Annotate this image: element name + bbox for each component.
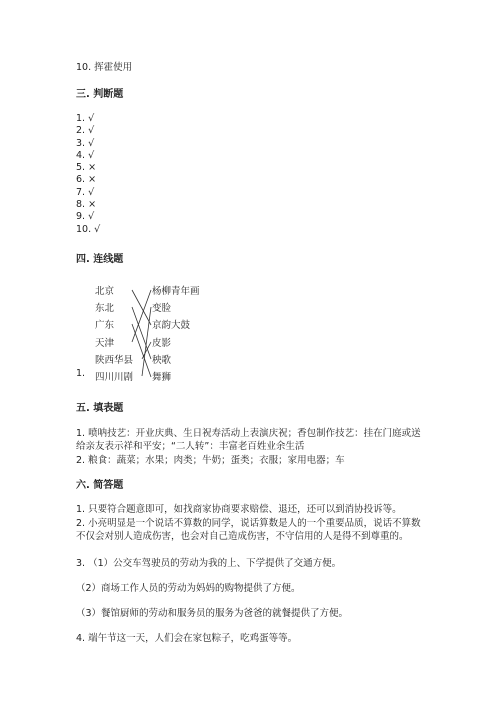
section-3-title: 三. 判断题	[76, 89, 124, 100]
fill-table-answer-2: 2. 粮食：蔬菜；水果；肉类；牛奶；蛋类；衣服；家用电器；车	[76, 455, 345, 466]
left-label-tianjin: 天津	[95, 338, 115, 349]
short-answer-2: 2. 小亮明显是一个说话不算数的同学，说话算数是人的一个重要品质，说话不算数不仅会对别人造成伤害，也会对自己造成伤害，不守信用的人是得不到尊重的。	[76, 518, 421, 543]
right-label-yangge: 秧歌	[152, 355, 172, 366]
matching-item-number: 1.	[76, 368, 86, 379]
judgement-answer: 3. √	[76, 137, 95, 149]
judgement-answer: 1. √	[76, 113, 95, 124]
right-label-bianlian: 变脸	[152, 303, 172, 314]
answer-item-10-prev: 10. 挥霍使用	[76, 62, 133, 73]
left-label-dongbei: 东北	[95, 303, 115, 314]
section-5-title: 五. 填表题	[76, 403, 124, 414]
right-label-piying: 皮影	[152, 338, 172, 349]
judgement-answer: 4. √	[76, 149, 95, 161]
short-answer-4: 4. 端午节这一天，人们会在家包粽子，吃鸡蛋等等。	[76, 633, 298, 644]
left-label-sichuan-opera: 四川川剧	[95, 372, 134, 383]
judgement-answer: 5. ×	[76, 162, 97, 174]
short-answer-3-2: （2）商场工作人员的劳动为妈妈的购物提供了方便。	[76, 583, 301, 594]
section-4-title: 四. 连线题	[76, 254, 124, 265]
judgement-answer: 10. √	[76, 223, 101, 235]
judgement-answer: 7. √	[76, 186, 95, 198]
judgement-answer: 8. ×	[76, 199, 97, 211]
match-line	[132, 290, 151, 342]
right-label-yangliuqing: 杨柳青年画	[152, 286, 200, 297]
fill-table-answer-1: 1. 喷呐技艺：开业庆典、生日祝寿活动上表演庆祝；香包制作技艺：挂在门庭或送给亲友表示祥和平安；“二人转”：丰富老百姓业余生活	[76, 428, 421, 453]
judgement-answer: 2. √	[76, 125, 95, 137]
left-label-shaanxi-huaxian: 陕西华县	[95, 355, 134, 366]
judgement-answer: 6. ×	[76, 174, 97, 186]
short-answer-3-3: （3）餐馆厨师的劳动和服务员的服务为爸爸的就餐提供了方便。	[76, 608, 349, 619]
judgement-answer: 9. √	[76, 211, 95, 223]
right-label-jingyun: 京韵大鼓	[152, 320, 191, 331]
right-label-wushi: 舞狮	[152, 372, 172, 383]
match-line	[132, 290, 151, 325]
left-label-beijing: 北京	[95, 286, 115, 297]
matching-diagram	[90, 280, 220, 388]
left-label-guangdong: 广东	[95, 320, 115, 331]
section-6-title: 六. 简答题	[76, 480, 124, 491]
judgement-answers	[76, 113, 100, 236]
short-answer-1: 1. 只要符合题意即可，如找商家协商要求赔偿、退还，还可以到消协投诉等。	[76, 504, 402, 515]
short-answer-3-1: 3. （1）公交车驾驶员的劳动为我的上、下学提供了交通方便。	[76, 558, 342, 569]
